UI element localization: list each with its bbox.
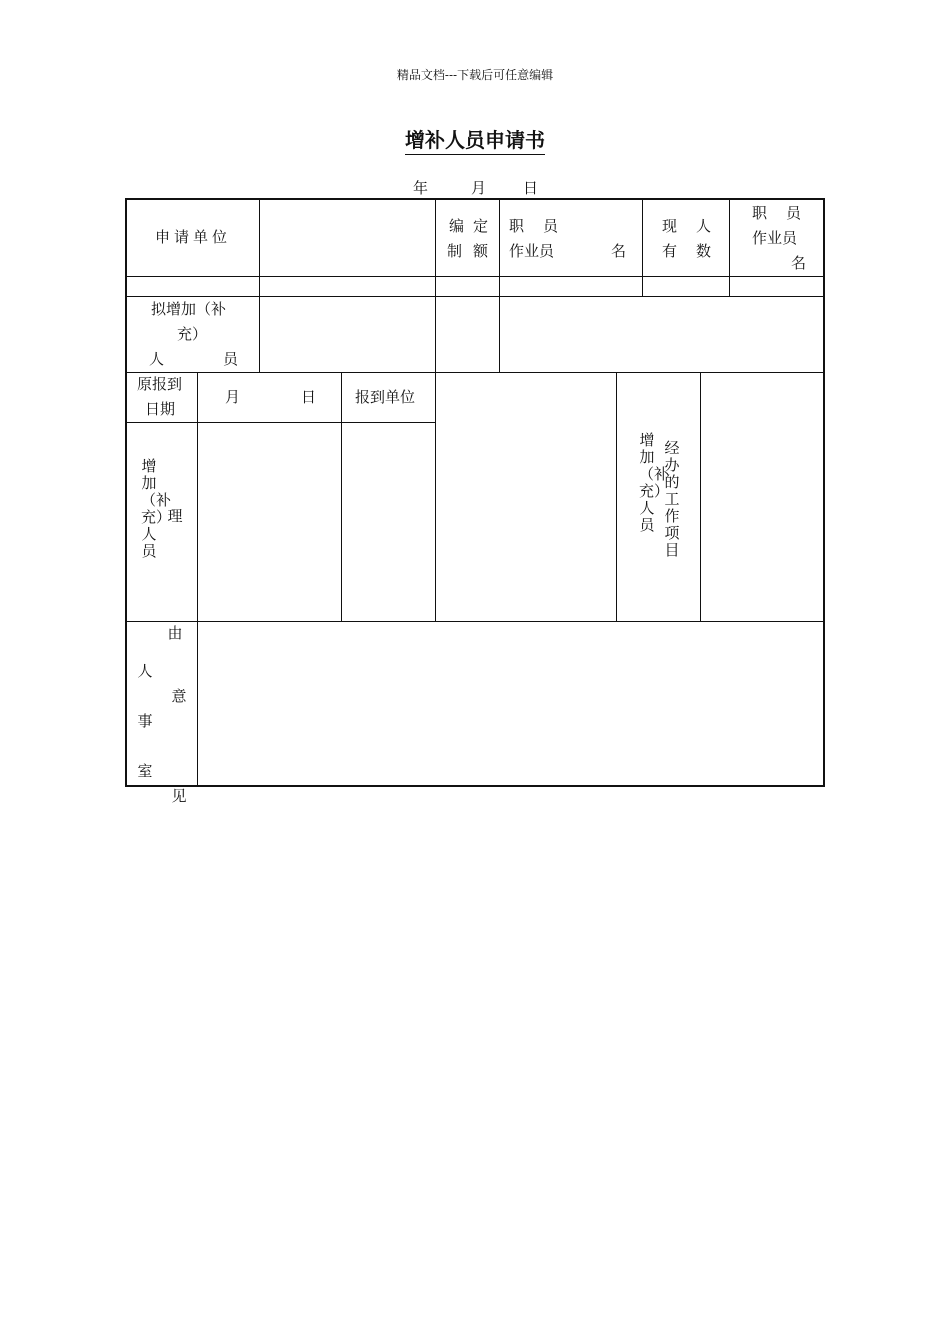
month-label: 月: [225, 388, 241, 406]
col-divider: [197, 372, 198, 785]
add-staff-label-line3: 员: [223, 350, 239, 368]
name-char: 名: [791, 254, 807, 272]
row-divider: [127, 372, 823, 373]
staff-char: 员: [786, 204, 802, 222]
date-year-label: 年: [413, 179, 429, 197]
col-divider: [259, 200, 260, 372]
date-day-label: 日: [523, 179, 539, 197]
add-staff-label-line2: 充）: [177, 325, 208, 343]
col-divider: [700, 372, 701, 621]
hr-label-text: 人事室: [137, 662, 153, 780]
staff-char: 职: [752, 204, 768, 222]
staff-char: 职: [509, 217, 525, 235]
current-char: 人: [696, 217, 712, 235]
original-date-label: 原报到: [137, 375, 183, 393]
work-label-text: 经办的工作项目: [664, 439, 680, 559]
quota-char: 定: [473, 217, 489, 235]
reason-label-text: 增加（补充）人员: [141, 457, 172, 560]
current-char: 现: [662, 217, 678, 235]
apply-unit-label: 申请单位: [155, 228, 232, 246]
quota-char: 额: [473, 242, 489, 260]
reason-label-text: 理由: [167, 507, 183, 642]
row-divider: [127, 296, 823, 297]
work-label-col1: [639, 431, 670, 534]
current-char: 数: [696, 242, 712, 260]
application-form-table: [125, 198, 825, 805]
name-char: 名: [611, 242, 627, 260]
worker-label: 作业员: [752, 229, 798, 247]
add-staff-label-line3: 人: [149, 350, 165, 368]
reason-label-col1: [141, 457, 172, 560]
current-char: 有: [662, 242, 678, 260]
day-label: 日: [301, 388, 317, 406]
staff-char: 员: [543, 217, 559, 235]
hr-label-col2: [171, 646, 187, 846]
row-divider: [127, 276, 823, 277]
col-divider: [616, 372, 617, 621]
col-divider: [642, 200, 643, 296]
original-date-label: 日期: [145, 400, 176, 418]
col-divider: [435, 372, 436, 621]
quota-char: 编: [449, 217, 465, 235]
report-unit-label: 报到单位: [355, 388, 416, 406]
date-month-label: 月: [471, 179, 487, 197]
document-title: [0, 124, 950, 153]
add-staff-label-line1: 拟增加（补: [151, 300, 227, 318]
page-header: 精品文档---下载后可任意编辑: [396, 68, 554, 82]
title-text: 增补人员申请书: [405, 128, 545, 155]
hr-label-col1: [137, 646, 153, 796]
col-divider: [341, 372, 342, 621]
row-divider: [127, 621, 823, 622]
work-label-text: 增加（补充）人员: [639, 431, 670, 534]
quota-char: 制: [447, 242, 463, 260]
worker-label: 作业员: [509, 242, 555, 260]
col-divider: [435, 200, 436, 372]
col-divider: [499, 200, 500, 372]
col-divider: [729, 200, 730, 296]
work-label-col2: [664, 440, 680, 559]
hr-label-text: 意见: [171, 687, 187, 805]
row-divider: [127, 422, 435, 423]
